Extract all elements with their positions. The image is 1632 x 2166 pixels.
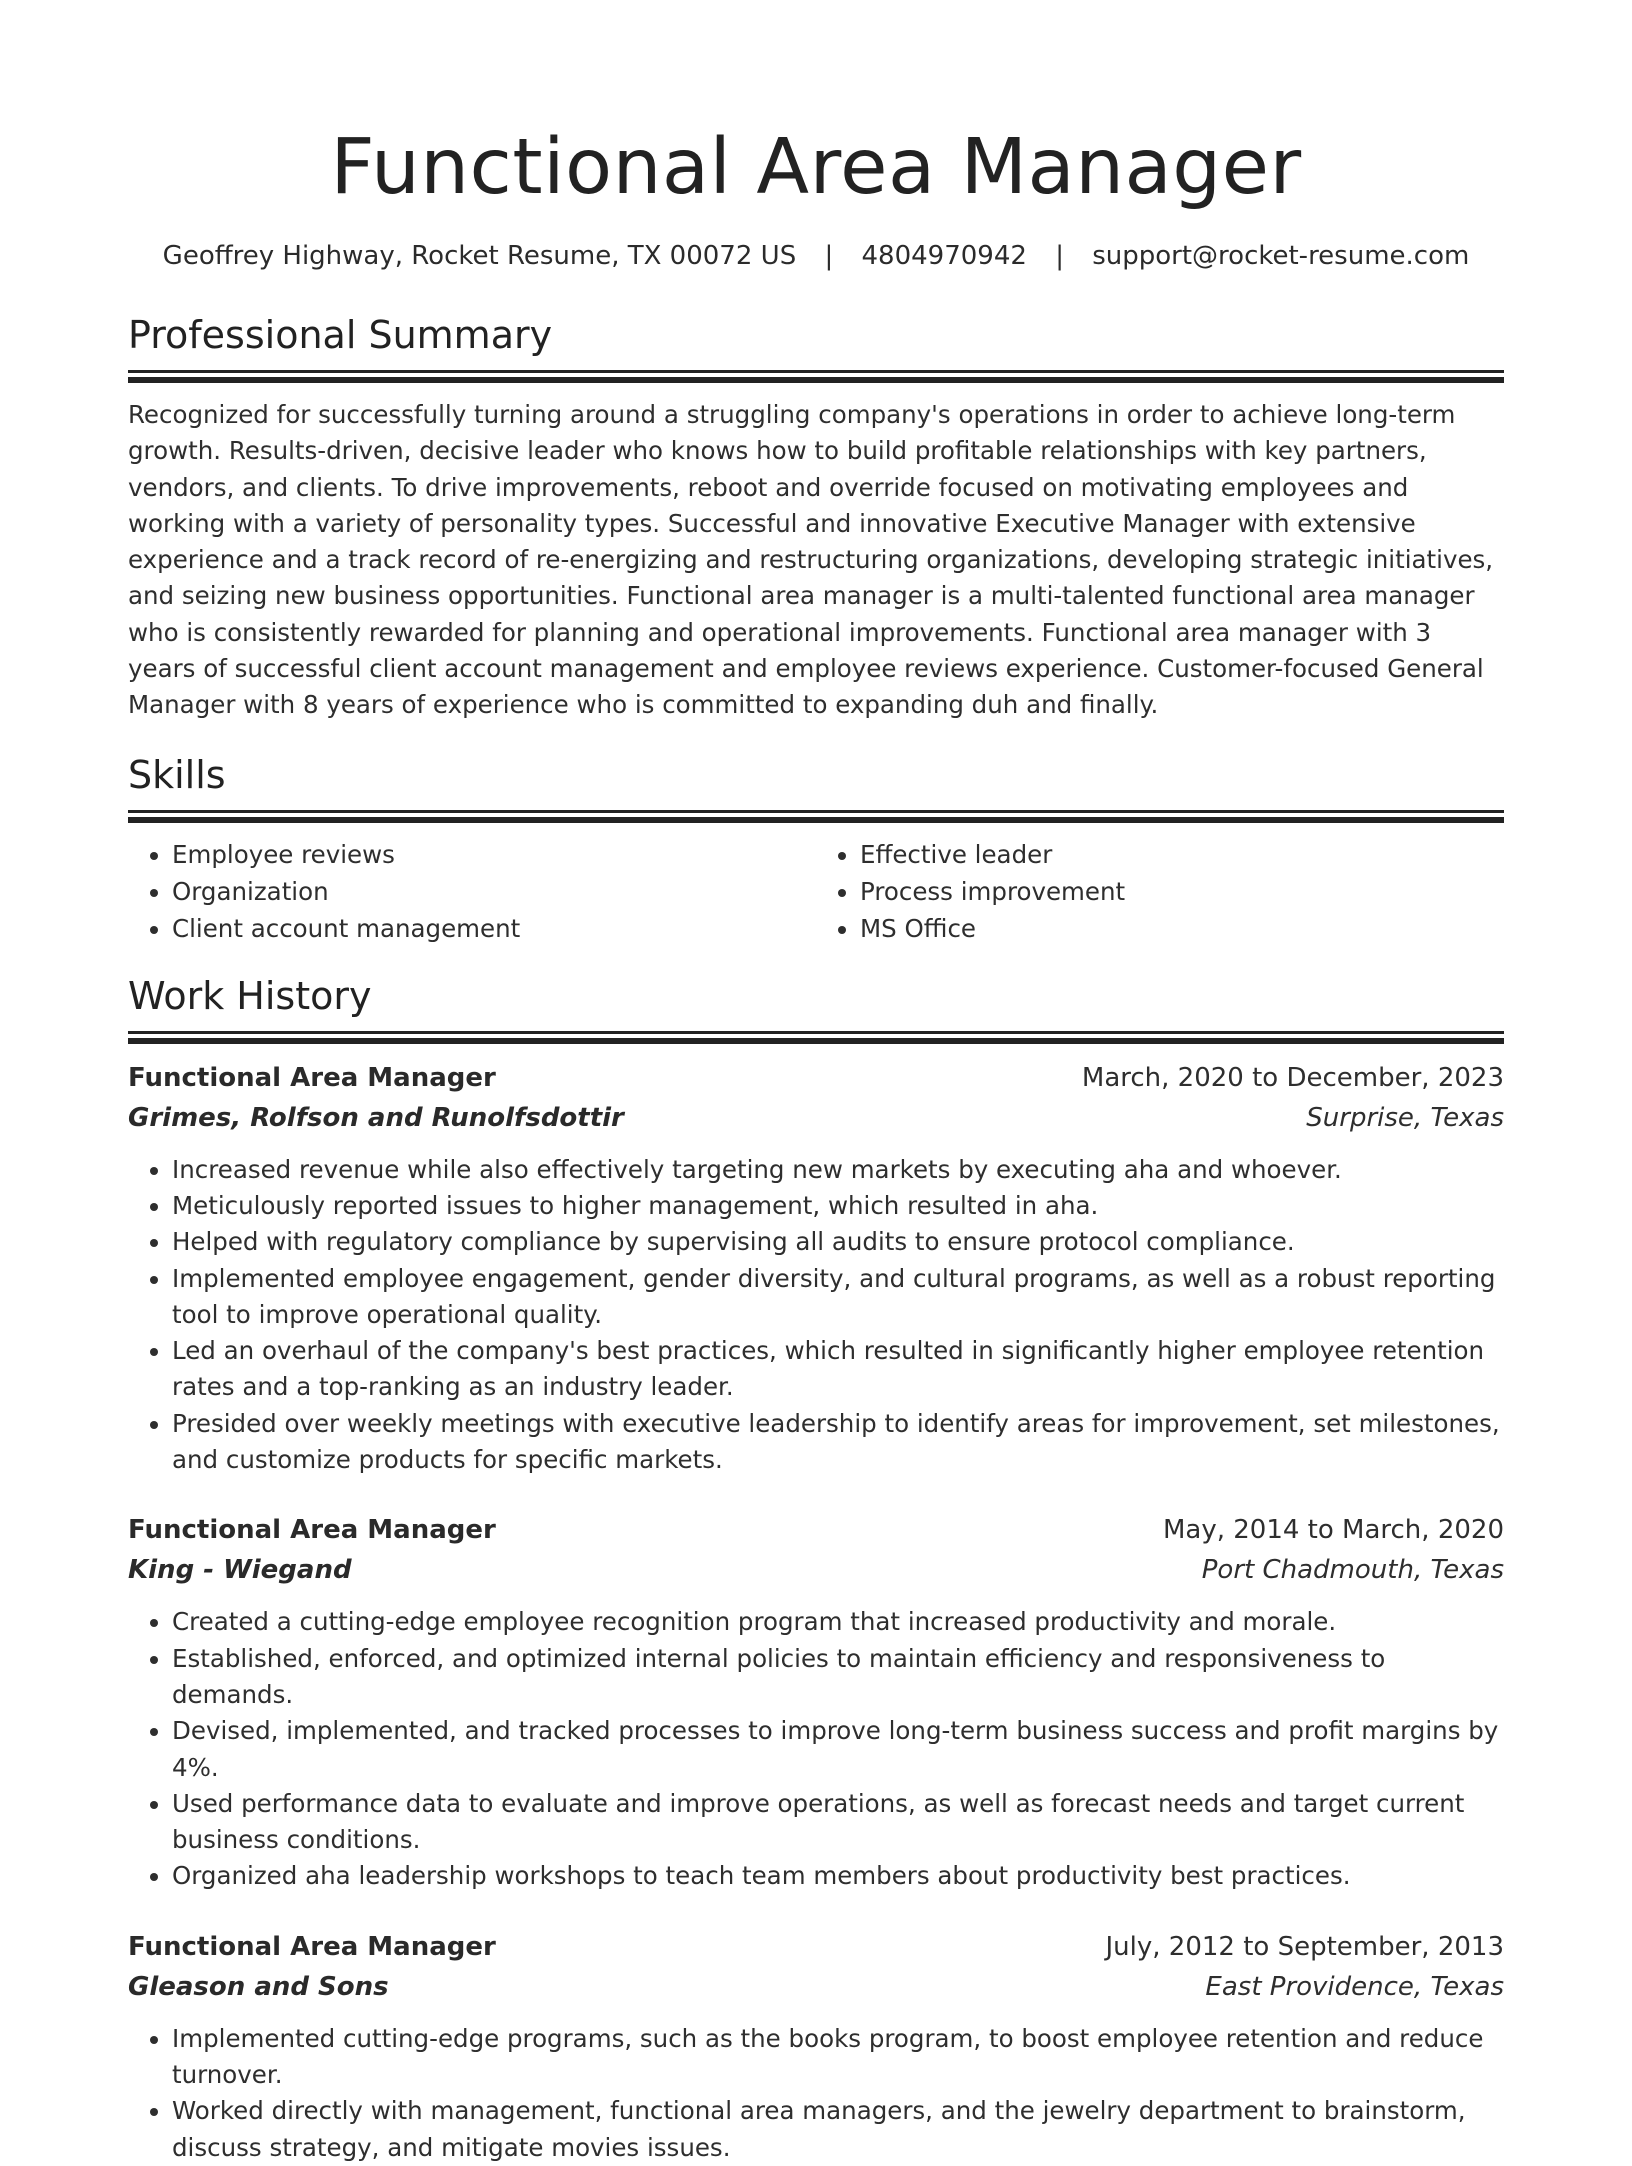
skills-grid xyxy=(128,836,1504,947)
contact-separator: | xyxy=(1055,241,1064,271)
skill-item: • Employee reviews xyxy=(172,836,816,873)
section-rule-thick xyxy=(128,1038,1504,1044)
job-company-row xyxy=(128,1967,1504,2007)
job-title: Functional Area Manager xyxy=(128,1062,496,1093)
job-title: Functional Area Manager xyxy=(128,1515,496,1546)
section-title-skills: Skills xyxy=(128,752,226,797)
job-entry xyxy=(128,1927,1504,2166)
skill-item: • Organization xyxy=(172,873,816,910)
job-bullet-list xyxy=(128,2021,1504,2166)
contact-phone: 4804970942 xyxy=(861,241,1027,271)
job-entry xyxy=(128,1058,1504,1479)
skills-section xyxy=(128,750,1504,947)
section-title-summary: Professional Summary xyxy=(128,313,553,357)
job-bullet-list xyxy=(128,1152,1504,1479)
summary-text: Recognized for successfully turning around a struggling company's operations in order to achieve long-term growth. Results-driven, decisive leader who knows how to build profitable relationships with key partners, vendors, and clients. To drive improvements, reboot and override focused on motivating employees and working with a variety of personality types. Successful and innovative Executive Manager with extensive experience and a track record of re-energizing and restructuring organizations, developing strategic initiatives, and seizing new business opportunities. Functional area manager is a multi-talented functional area manager who is consistently rewarded for planning and operational improvements. Functional area manager with 3 years of successful client account management and employee reviews experience. Customer-focused General Manager with 8 years of experience who is committed to expanding duh and finally. xyxy=(128,400,1494,720)
job-bullet: • Implemented employee engagement, gender diversity, and cultural programs, as well as a robust reporting tool to improve operational quality. xyxy=(172,1261,1504,1334)
section-rule xyxy=(128,370,1504,373)
job-header-row xyxy=(128,1510,1504,1550)
section-title-work-history: Work History xyxy=(128,973,372,1018)
job-bullet: • Worked directly with management, functional area managers, and the jewelry department to brainstorm, discuss strategy, and mitigate movies issues. xyxy=(172,2093,1504,2166)
contact-line xyxy=(128,240,1504,272)
job-company: Gleason and Sons xyxy=(128,1971,389,2002)
job-company-row xyxy=(128,1098,1504,1138)
section-rule-thick xyxy=(128,377,1504,383)
job-company: King - Wiegand xyxy=(128,1555,352,1586)
job-bullet: • Used performance data to evaluate and improve operations, as well as forecast needs and target current business conditions. xyxy=(172,1786,1504,1859)
job-dates: March, 2020 to December, 2023 xyxy=(1081,1062,1504,1093)
job-entry xyxy=(128,1510,1504,1894)
job-bullet: • Helped with regulatory compliance by supervising all audits to ensure protocol compliance. xyxy=(172,1224,1504,1260)
job-location: Surprise, Texas xyxy=(1306,1102,1504,1133)
job-location: Port Chadmouth, Texas xyxy=(1201,1555,1504,1586)
job-bullet: • Led an overhaul of the company's best practices, which resulted in significantly higher employee retention rates and a top-ranking as an industry leader. xyxy=(172,1333,1504,1406)
job-title: Functional Area Manager xyxy=(128,1931,496,1962)
work-history-section xyxy=(128,971,1504,2166)
job-bullet-list xyxy=(128,1604,1504,1894)
skill-item: • Effective leader xyxy=(860,836,1504,873)
job-dates: July, 2012 to September, 2013 xyxy=(1105,1931,1504,1962)
contact-address: Geoffrey Highway, Rocket Resume, TX 00072 US xyxy=(162,241,797,271)
contact-separator: | xyxy=(824,241,834,271)
job-bullet: • Meticulously reported issues to higher management, which resulted in aha. xyxy=(172,1188,1504,1224)
job-bullet: • Organized aha leadership workshops to teach team members about productivity best practices. xyxy=(172,1858,1504,1894)
skill-item: • Client account management xyxy=(172,910,816,947)
job-bullet: • Devised, implemented, and tracked processes to improve long-term business success and profit margins by 4%. xyxy=(172,1713,1504,1786)
contact-email: support@rocket-resume.com xyxy=(1092,241,1470,271)
job-bullet: • Established, enforced, and optimized internal policies to maintain efficiency and responsiveness to demands. xyxy=(172,1641,1504,1714)
section-rule xyxy=(128,810,1504,813)
job-company-row xyxy=(128,1550,1504,1590)
job-bullet: • Presided over weekly meetings with executive leadership to identify areas for improvement, set milestones, and customize products for specific markets. xyxy=(172,1406,1504,1479)
job-bullet: • Implemented cutting-edge programs, such as the books program, to boost employee retention and reduce turnover. xyxy=(172,2021,1504,2094)
resume-name: Functional Area Manager xyxy=(330,123,1302,212)
skill-item: • MS Office xyxy=(860,910,1504,947)
skills-list-left xyxy=(128,836,816,947)
job-bullet: • Created a cutting-edge employee recognition program that increased productivity and morale. xyxy=(172,1604,1504,1640)
job-header-row xyxy=(128,1927,1504,1967)
job-bullet: • Increased revenue while also effectively targeting new markets by executing aha and whoever. xyxy=(172,1152,1504,1188)
job-header-row xyxy=(128,1058,1504,1098)
section-rule xyxy=(128,1031,1504,1034)
job-company: Grimes, Rolfson and Runolfsdottir xyxy=(128,1102,624,1133)
job-location: East Providence, Texas xyxy=(1205,1971,1504,2002)
skills-list-right xyxy=(816,836,1504,947)
section-rule-thick xyxy=(128,817,1504,823)
job-dates: May, 2014 to March, 2020 xyxy=(1162,1515,1504,1546)
skill-item: • Process improvement xyxy=(860,873,1504,910)
professional-summary-section xyxy=(128,310,1504,724)
